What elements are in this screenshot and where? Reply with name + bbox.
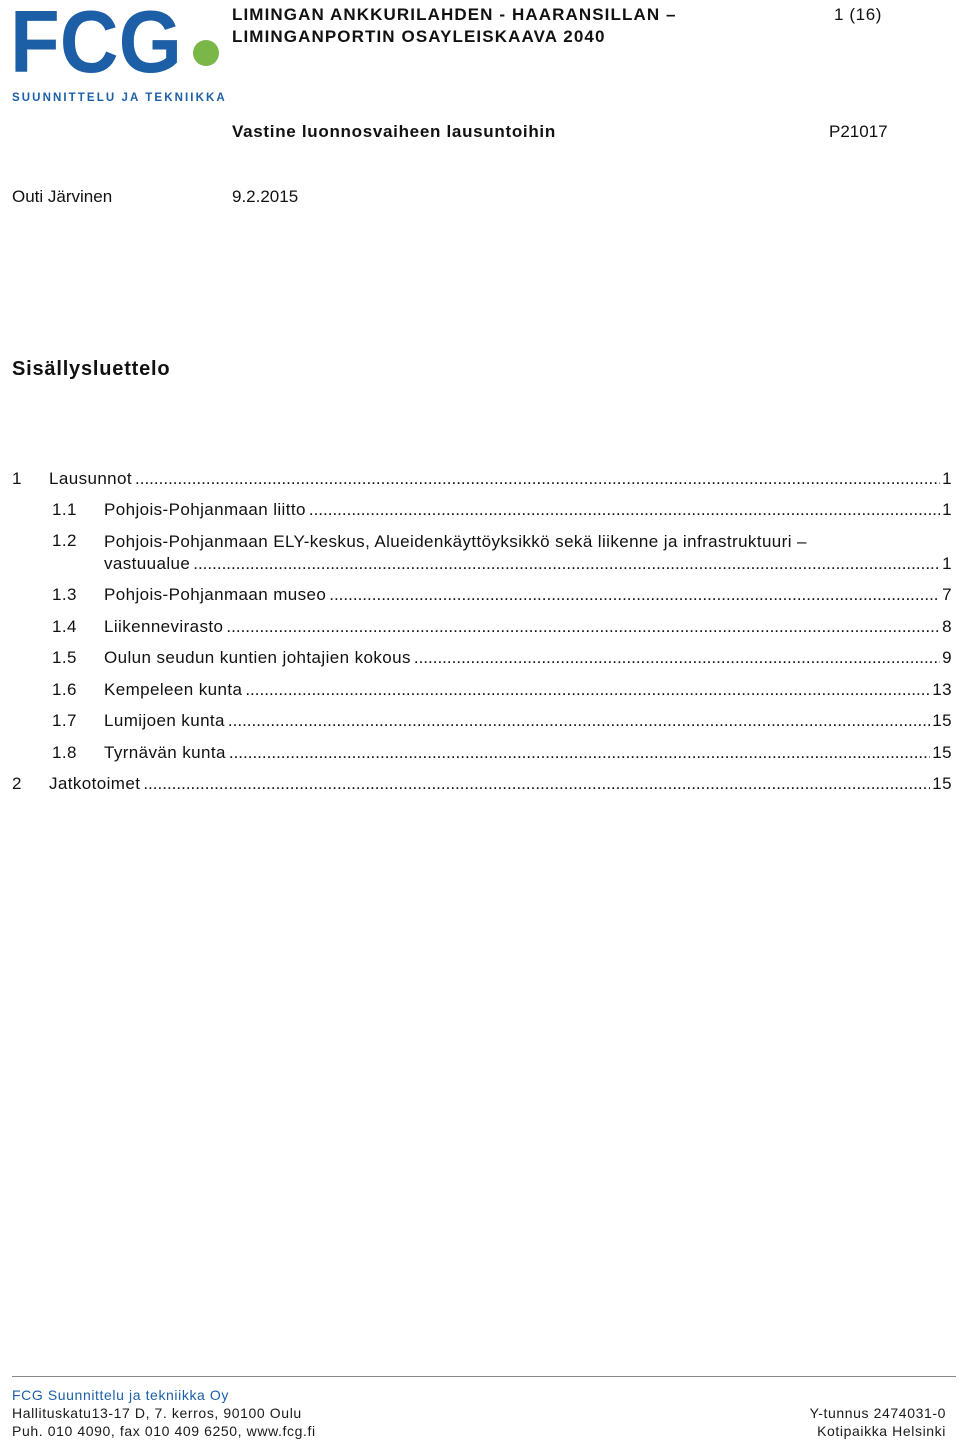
toc-entry-number: 1 [12,469,22,488]
toc-entry-label: Oulun seudun kuntien johtajien kokous [104,648,411,667]
toc-entry-page: 13 [932,680,952,699]
toc-entry-page: 15 [932,774,952,793]
footer-address: Hallituskatu13-17 D, 7. kerros, 90100 Oulu [12,1405,302,1421]
toc-entry-page: 7 [942,585,952,604]
toc-entry-label: Pohjois-Pohjanmaan liitto [104,500,306,519]
toc-entry-label: Lausunnot [49,469,133,488]
toc-entry-page: 8 [942,617,952,636]
toc-entry-number: 1.8 [52,743,77,762]
toc-entry[interactable] [12,743,952,767]
toc-leader [414,648,940,668]
toc-entry-label: Kempeleen kunta [104,680,243,699]
toc-leader [135,469,940,489]
toc-entry-number: 1.4 [52,617,77,636]
page-number: 1 (16) [834,5,883,24]
toc-entry-label-continued: vastuualue [104,554,191,573]
toc-entry[interactable] [12,648,952,672]
footer-domicile: Kotipaikka Helsinki [817,1423,946,1439]
toc-entry[interactable] [12,711,952,735]
toc-entry-number: 1.2 [52,531,77,550]
toc-entry[interactable] [12,585,952,609]
footer-business-id: Y-tunnus 2474031-0 [809,1405,946,1421]
toc-entry-page: 15 [932,743,952,762]
toc-entry-page: 1 [942,554,952,573]
toc-entry-number: 1.7 [52,711,77,730]
logo-dot-icon [193,40,219,66]
toc-entry-label: Pohjois-Pohjanmaan museo [104,585,327,604]
toc-leader [228,711,930,731]
author-name: Outi Järvinen [12,187,113,206]
project-number: P21017 [829,122,888,141]
toc-leader [309,500,940,520]
toc-leader [193,554,940,574]
toc-entry-number: 1.6 [52,680,77,699]
toc-entry-page: 1 [942,469,952,488]
toc-entry-page: 15 [932,711,952,730]
toc-entry-label: Jatkotoimet [49,774,141,793]
document-title-line2: LIMINGANPORTIN OSAYLEISKAAVA 2040 [232,27,606,46]
toc-entry-number: 1.5 [52,648,77,667]
footer-company: FCG Suunnittelu ja tekniikka Oy [12,1387,230,1403]
toc-entry[interactable] [12,680,952,704]
toc-leader [329,585,940,605]
toc-entry-continuation[interactable] [12,554,952,578]
toc-entry-page: 1 [942,500,952,519]
footer-contact: Puh. 010 4090, fax 010 409 6250, www.fcg.fi [12,1423,316,1439]
logo-text: FCG [10,2,182,91]
document-subtitle: Vastine luonnosvaiheen lausuntoihin [232,122,556,141]
toc-leader [226,617,940,637]
toc-entry-label: Liikennevirasto [104,617,224,636]
toc-entry[interactable] [12,617,952,641]
toc-leader [143,774,930,794]
toc-entry[interactable] [12,500,952,524]
toc-entry[interactable] [12,774,952,798]
toc-leader [229,743,930,763]
toc-leader [245,680,930,700]
toc-entry-label: Lumijoen kunta [104,711,225,730]
toc-entry[interactable] [12,469,952,493]
document-date: 9.2.2015 [232,187,299,206]
toc-entry-number: 1.3 [52,585,77,604]
toc-entry-number: 2 [12,774,22,793]
footer-divider [12,1376,956,1377]
toc-entry-page: 9 [942,648,952,667]
logo-tagline: SUUNNITTELU JA TEKNIIKKA [12,92,227,104]
toc-entry-label[interactable]: Pohjois-Pohjanmaan ELY-keskus, Alueidenkäyttöyksikkö sekä liikenne ja infrastruktuuri – [104,532,807,551]
toc-entry-number: 1.1 [52,500,77,519]
toc-entry-label: Tyrnävän kunta [104,743,226,762]
toc-heading: Sisällysluettelo [12,358,171,380]
document-title-line1: LIMINGAN ANKKURILAHDEN - HAARANSILLAN – [232,5,677,24]
